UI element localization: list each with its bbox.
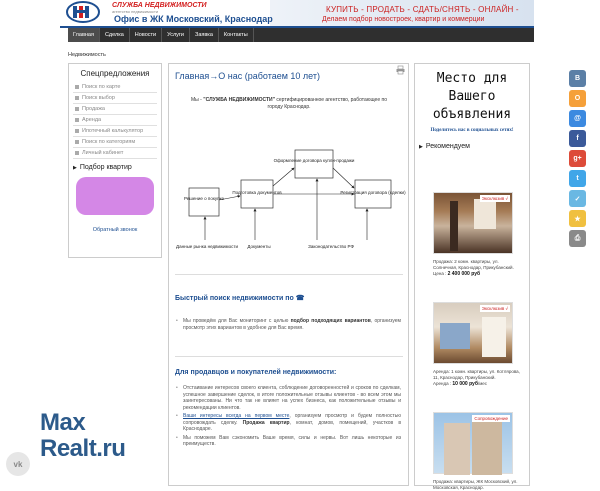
listing-badge: Эксклюзив √ [481, 306, 508, 311]
triangle-right-icon: ▶ [419, 143, 423, 150]
breadcrumb[interactable]: Недвижимость [68, 52, 106, 58]
sidebar-title: Спецпредложения [80, 69, 150, 78]
list-item: • Отстаивание интересов своего клиента, соблюдение договоренностей и сроков по сделкам, успешное завершение сделок, в итоге положительные отзывы клиентов - во всем этом мы заинтересованы. Ни что так не влияет на успех бизнеса, как положительные отзывы и рекомендации клиентов. [175, 385, 401, 411]
apartment-pick-heading [73, 164, 157, 171]
diagram-arrow-2 [273, 168, 294, 186]
bullet-icon [75, 107, 79, 111]
sidebar-item-mortgage-calculator[interactable] [73, 126, 157, 137]
listing-price: Аренда : 10 000 руб/мес [433, 381, 488, 387]
sidebar-item-sale[interactable] [73, 104, 157, 115]
bookmark-share-icon[interactable]: ★ [569, 210, 586, 227]
mail-share-icon[interactable]: @ [569, 110, 586, 127]
watermark-logo: Max Realt.ru [40, 409, 126, 462]
print-share-icon[interactable]: ⎙ [569, 230, 586, 247]
sidebar-item-map-search[interactable] [73, 82, 157, 93]
listing-description: Продажа: 2 комн. квартиры, ул. Солнечная, Краснодар, Прикубанский. [433, 259, 514, 270]
quick-search-heading: Быстрый поиск недвижимости по ☎ [175, 295, 305, 302]
bullet-icon [75, 118, 79, 122]
listing-description: Аренда: 1 комн. квартиры, ул. Котлярова, 11, Краснодар, Прикубанский. [433, 369, 520, 380]
social-share-note: Поделитесь нас в социальных сетях! [430, 128, 514, 133]
left-sidebar [68, 63, 162, 258]
diagram-box-contract [295, 150, 333, 178]
bullet-icon [75, 140, 79, 144]
google-plus-share-icon[interactable]: g+ [569, 150, 586, 167]
nav-contacts[interactable]: Контакты [219, 28, 254, 42]
sidebar-item-label: Поиск выбор [82, 95, 115, 101]
intro-brand: "СЛУЖБА НЕДВИЖИМОСТИ" [203, 97, 276, 103]
sidebar-item-label: Ипотечный калькулятор [82, 128, 144, 134]
vk-share-icon[interactable]: В [569, 70, 586, 87]
main-content [168, 63, 409, 486]
nav-services[interactable]: Услуги [162, 28, 190, 42]
diagram-label-registration: Регистрация договора (сделки) [340, 190, 406, 195]
logo-icon[interactable] [66, 1, 100, 23]
sidebar-item-account[interactable] [73, 148, 157, 159]
listing-card[interactable] [433, 192, 513, 277]
listing-card[interactable] [433, 302, 520, 387]
diagram-box-decision [189, 188, 219, 216]
callback-link[interactable]: Обратный звонок [92, 227, 138, 233]
nav-request[interactable]: Заявка [190, 28, 219, 42]
listing-badge: Эксклюзив √ [481, 196, 508, 201]
quick-search-list [175, 318, 401, 333]
site-header [60, 0, 534, 28]
sidebar-item-search-choice[interactable] [73, 93, 157, 104]
apartment-pick-button[interactable] [76, 177, 154, 215]
listing-photo[interactable] [433, 302, 513, 364]
list-item: • Мы проведём для Вас мониторинг с целью подбор подходящих вариантов, организуем просмотр этих вариантов в удобное для Вас время. [175, 318, 401, 331]
sidebar-item-label: Личный кабинет [82, 150, 124, 156]
main-nav [68, 28, 534, 42]
intro-rest: сертифицированное агентство, работающее по городу Краснодар. [267, 97, 387, 110]
listing-photo[interactable] [433, 192, 513, 254]
office-location: Офис в ЖК Московский, Краснодар [114, 14, 273, 24]
sidebar-item-rent[interactable] [73, 115, 157, 126]
brand-name: СЛУЖБА НЕДВИЖИМОСТИ [112, 2, 207, 9]
sidebar-item-label: Поиск по карте [82, 84, 121, 90]
sidebar-item-label: Продажа [82, 106, 105, 112]
pick-label: Подбор квартир [79, 164, 132, 171]
listing-description: Продажа: квартиры, ЖК Московский, ул. Московская, Краснодар. [433, 479, 518, 490]
ad-placeholder[interactable]: Место для Вашего объявления [432, 71, 512, 122]
intro-prefix: Мы - [191, 97, 202, 103]
sidebar-item-label: Аренда [82, 117, 102, 123]
process-diagram [176, 144, 406, 262]
triangle-right-icon: ▶ [73, 164, 77, 171]
header-slogan-1: КУПИТЬ - ПРОДАТЬ - СДАТЬ/СНЯТЬ - ОНЛАЙН - [326, 5, 519, 14]
bullet-icon [75, 85, 79, 89]
diagram-label-documents: Подготовка документов [232, 190, 282, 195]
diagram-label-decision: Решение о покупке [183, 196, 225, 201]
right-sidebar [414, 63, 530, 490]
interests-link[interactable]: Ваши интересы всегда на первом месте [183, 413, 290, 419]
odnoklassniki-share-icon[interactable]: О [569, 90, 586, 107]
nav-home[interactable]: Главная [68, 28, 100, 42]
diagram-caption-market: Данные рынка недвижимости [176, 244, 238, 249]
intro-text [191, 97, 387, 111]
bullet-icon [75, 96, 79, 100]
bullet-icon [75, 151, 79, 155]
content-divider [175, 356, 403, 357]
listing-price: Цена : 2 400 000 руб [433, 271, 481, 277]
page-title: Главная→О нас (работаем 10 лет) [175, 71, 321, 81]
nav-deal[interactable]: Сделка [100, 28, 130, 42]
content-divider [175, 274, 403, 275]
list-item: • Мы поможем Вам сэкономить Ваше время, силы и нервы. Вот лишь некоторые из преимуществ. [175, 435, 401, 448]
list-item: • Ваши интересы всегда на первом месте, организуем просмотр и будем полностью сопровождать сделку. Продажа квартир, комнат, домов, помещений, участков в Краснодаре. [175, 413, 401, 433]
listing-photo[interactable] [433, 412, 513, 474]
diagram-caption-documents: Документы [247, 244, 271, 249]
sellers-buyers-list [175, 385, 401, 450]
twitter-share-icon[interactable]: t [569, 170, 586, 187]
nav-news[interactable]: Новости [130, 28, 162, 42]
sidebar-item-category-search[interactable] [73, 137, 157, 148]
brand-subtitle: агентство недвижимости [112, 9, 159, 14]
listing-card[interactable] [433, 412, 518, 491]
social-share-bar [569, 70, 586, 250]
sellers-buyers-heading: Для продавцов и покупателей недвижимости: [175, 369, 337, 376]
diagram-caption-law: Законодательство РФ [308, 244, 354, 249]
print-icon[interactable] [396, 66, 405, 74]
diagram-label-contract: Оформление договора купли-продажи [273, 158, 355, 163]
vk-icon[interactable]: vk [6, 452, 30, 476]
diagram-arrow-3 [333, 168, 354, 188]
recommended-heading: ▶ Рекомендуем [419, 143, 470, 150]
livejournal-share-icon[interactable]: ✓ [569, 190, 586, 207]
bullet-icon [75, 129, 79, 133]
listing-badge: Сопровождение [474, 416, 508, 421]
header-slogan-2: Делаем подбор новостроек, квартир и коммерции [322, 16, 485, 23]
sidebar-item-label: Поиск по категориям [82, 139, 136, 145]
facebook-share-icon[interactable]: f [569, 130, 586, 147]
